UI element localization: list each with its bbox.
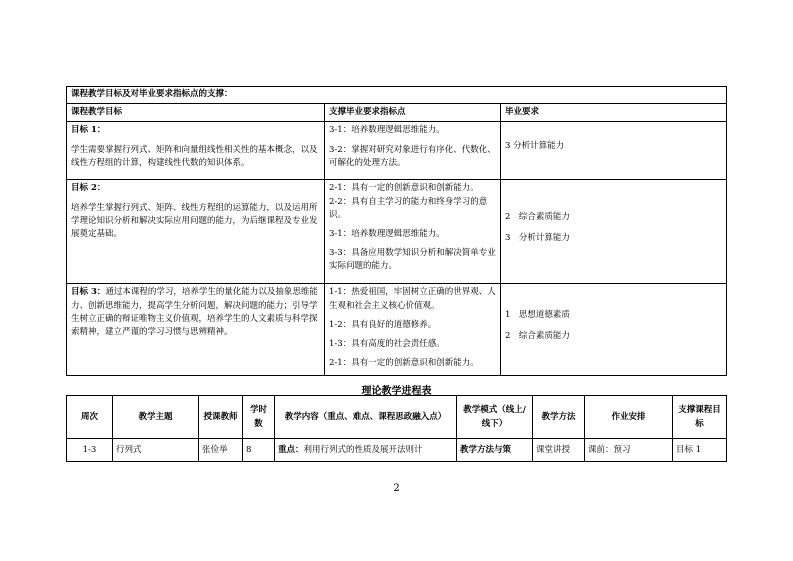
- cell-hours: 8: [243, 439, 275, 462]
- objectives-table-title: 课程教学目标及对毕业要求指标点的支撑：: [67, 87, 727, 104]
- requirement-item: 3 分析计算能力: [505, 232, 570, 243]
- objective-cell: [67, 180, 325, 284]
- header-mode: 教学模式（线上/线下）: [457, 396, 533, 439]
- objective-text: 培养学生掌握行列式、矩阵、线性方程组的运算能力，以及运用所学理论知识分析和解决实际应用问题的能力，为后继课程及专业发展奠定基础。: [71, 202, 318, 239]
- objective-cell: [67, 284, 325, 376]
- content-text: 利用行列式的性质及展开法则计: [303, 444, 423, 455]
- indicator-cell: [325, 180, 501, 284]
- cell-homework: 课前：预习: [585, 439, 673, 462]
- objective-label: 目标 3：: [71, 287, 106, 298]
- requirement-cell: [501, 122, 727, 180]
- schedule-title: 理论教学进程表: [361, 386, 432, 397]
- objective-row: [67, 180, 727, 284]
- header-teacher: 授课教师: [199, 396, 243, 439]
- indicator-item: 2-1：具有一定的创新意识和创新能力。: [329, 183, 479, 194]
- indicator-item: 1-2：具有良好的道德修养。: [329, 319, 437, 330]
- indicator-item: 3-1：培养数理逻辑思维能力。: [329, 228, 445, 239]
- header-indicators: 支撑毕业要求指标点: [325, 104, 501, 122]
- cell-method: 课堂讲授: [533, 439, 585, 462]
- indicator-item: 3-1：培养数理逻辑思维能力。: [329, 125, 445, 136]
- objective-cell: [67, 122, 325, 180]
- table-row: [67, 439, 727, 462]
- objective-label: 目标 2：: [71, 183, 106, 194]
- header-method: 教学方法: [533, 396, 585, 439]
- objective-text: 通过本课程的学习，培养学生的量化能力以及抽象思维能力、创新思维能力，提高学生分析问题，解决问题的能力；引导学生树立正确的辩证唯物主义价值观，培养学生的人文素质与科学探索精神，建立严谨的学习习惯与思辨精神。: [71, 287, 318, 337]
- indicator-item: 1-3：具有高度的社会责任感。: [329, 338, 445, 349]
- objectives-table: [66, 86, 727, 376]
- requirement-cell: [501, 284, 727, 376]
- objective-text: 学生需要掌握行列式、矩阵和向量组线性相关性的基本概念，以及线性方程组的计算，构建线性代数的知识体系。: [71, 144, 318, 168]
- header-goal: 支撑课程目标: [673, 396, 727, 439]
- requirement-item: 2 综合素质能力: [505, 330, 570, 341]
- header-requirements: 毕业要求: [501, 104, 727, 122]
- cell-mode: 教学方法与策: [457, 439, 533, 462]
- cell-goal: 目标 1: [673, 439, 727, 462]
- indicator-item: 3-3：具备应用数学知识分析和解决简单专业实际问题的能力。: [329, 248, 496, 272]
- cell-topic: 行列式: [113, 439, 199, 462]
- header-hours: 学时数: [243, 396, 275, 439]
- header-objectives: 课程教学目标: [67, 104, 325, 122]
- header-content: 教学内容（重点、难点、课程思政融入点）: [275, 396, 457, 439]
- content-key: 重点：: [278, 444, 304, 455]
- indicator-item: 2-2：具有自主学习的能力和终身学习的意识。: [329, 196, 488, 220]
- cell-teacher: 张俭举: [199, 439, 243, 462]
- page-number: 2: [393, 483, 400, 494]
- indicator-cell: [325, 284, 501, 376]
- indicator-item: 3-2：掌握对研究对象进行有序化、代数化、可解化的处理方法。: [329, 144, 496, 168]
- header-homework: 作业安排: [585, 396, 673, 439]
- objective-row: [67, 122, 727, 180]
- requirement-item: 3 分析计算能力: [505, 141, 565, 152]
- schedule-table: [66, 395, 727, 462]
- requirement-item: 2 综合素质能力: [505, 211, 570, 222]
- indicator-cell: [325, 122, 501, 180]
- requirement-item: 1 思想道德素质: [505, 309, 570, 320]
- requirement-cell: [501, 180, 727, 284]
- objective-label: 目标 1：: [71, 125, 106, 136]
- cell-content: [275, 439, 457, 462]
- objective-row: [67, 284, 727, 376]
- header-week: 周次: [67, 396, 113, 439]
- header-topic: 教学主题: [113, 396, 199, 439]
- cell-week: 1-3: [67, 439, 113, 462]
- indicator-item: 2-1：具有一定的创新意识和创新能力。: [329, 358, 479, 369]
- indicator-item: 1-1：热爱祖国，牢固树立正确的世界观、人生观和社会主义核心价值观。: [329, 287, 496, 311]
